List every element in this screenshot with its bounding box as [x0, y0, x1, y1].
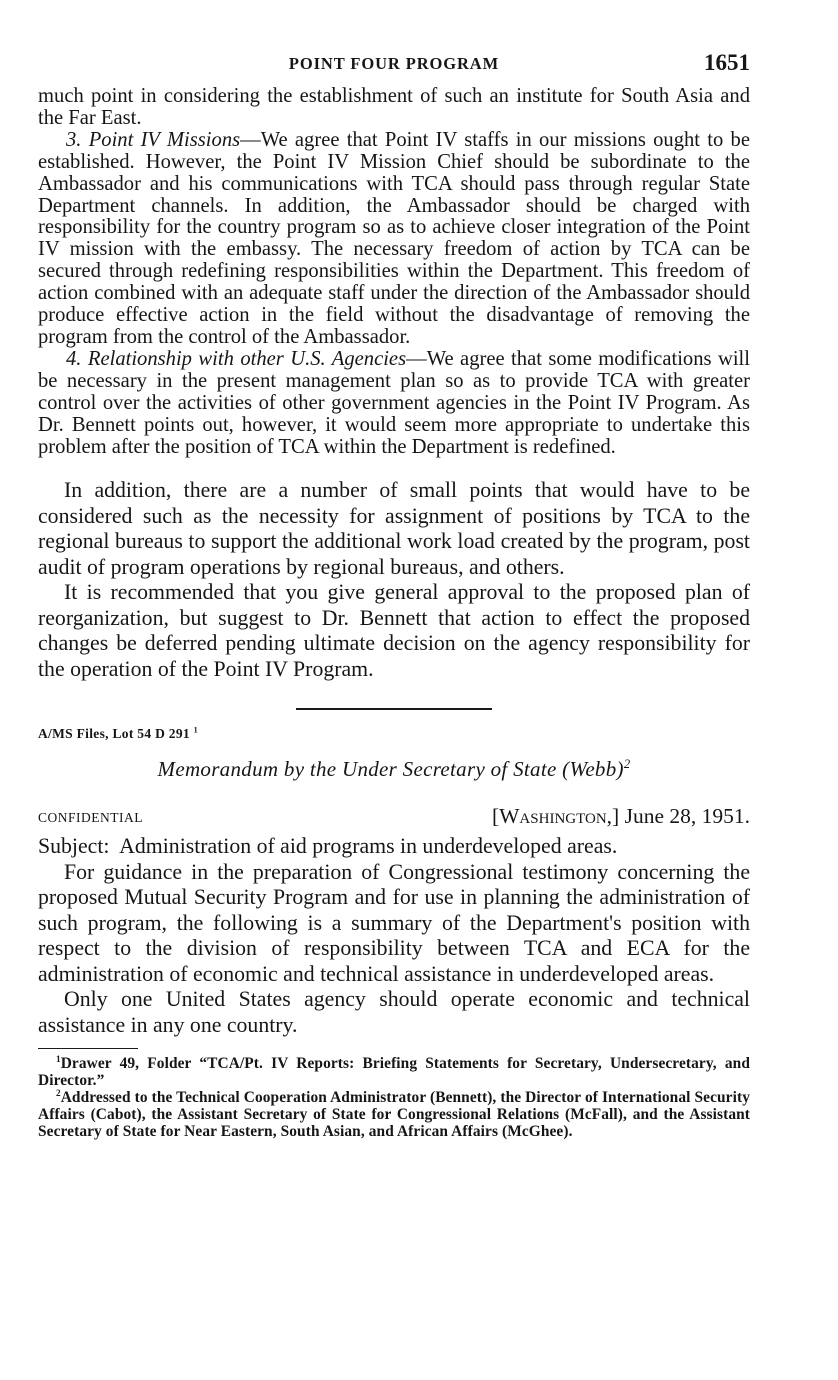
guidance-paragraph: For guidance in the preparation of Congressional testimony concerning the proposed Mutual Security Program and for use in planning the administration of such program, the following is a summary of the Department's position with respect to the division of responsibility between TCA and ECA for the administration of economic and technical assistance in underdeveloped areas.: [38, 859, 750, 986]
file-reference-text: A/MS Files, Lot 54 D 291: [38, 726, 190, 742]
point-iv-missions-paragraph: [38, 130, 750, 349]
memo-continued-section: [38, 86, 750, 458]
footnote-divider: [38, 1048, 138, 1049]
footnote-2-text: Addressed to the Technical Cooperation Administrator (Bennett), the Director of International Security Affairs (Cabot), the Assistant Secretary of State for Congressional Relations (McFall), and the Assistant Secretary of State for Near Eastern, South Asian, and African Affairs (McGhee).: [38, 1089, 750, 1141]
closing-section: [38, 478, 750, 682]
other-agencies-heading: 4. Relationship with other U.S. Agencies: [66, 347, 407, 370]
footnote-1: [38, 1055, 750, 1089]
footnote-2-marker: 2: [56, 1088, 61, 1099]
place-date: [492, 804, 750, 829]
document-title-author: (Webb): [562, 757, 624, 782]
memorandum-body: [38, 860, 750, 1039]
other-agencies-text: —We agree that some modifications will be necessary in the present management plan so as to provide TCA with greater control over the activities of other government agencies in the Point IV Program. As Dr. Bennett points out, however, it would seem more appropriate to undertake this problem after the position of TCA within the Department is redefined.: [38, 347, 750, 458]
file-reference: [38, 726, 750, 742]
document-title: [38, 757, 750, 782]
subject-line: [38, 834, 750, 860]
footnote-1-marker: 1: [56, 1054, 61, 1065]
classification-label: CONFIDENTIAL: [38, 810, 143, 826]
continued-paragraph: much point in considering the establishment of such an institute for South Asia and the Far East.: [38, 85, 750, 129]
document-date: June 28, 1951.: [624, 804, 750, 829]
dateline: [38, 804, 750, 830]
footnote-2: [38, 1089, 750, 1140]
place-name: [Washington,]: [491, 804, 620, 829]
one-agency-paragraph: Only one United States agency should operate economic and technical assistance in any one country.: [38, 987, 750, 1037]
subject-text: Administration of aid programs in underdeveloped areas.: [119, 834, 618, 859]
other-agencies-paragraph: [38, 349, 750, 459]
section-divider: [296, 708, 492, 710]
footnote-1-text: Drawer 49, Folder “TCA/Pt. IV Reports: Briefing Statements for Secretary, Undersecretary, and Director.”: [38, 1055, 750, 1090]
footnote-marker-1: 1: [193, 725, 198, 735]
point-iv-missions-text: —We agree that Point IV staffs in our missions ought to be established. However, the Point IV Mission Chief should be subordinate to the Ambassador and his communications with TCA should pass through regular State Department channels. In addition, the Ambassador should be charged with responsibility for the country program so as to achieve closer integration of the Point IV mission with the embassy. The necessary freedom of action by TCA can be secured through redefining responsibilities within the Department. This freedom of action combined with an adequate staff under the direction of the Ambassador should produce effective action in the field without the disadvantage of removing the program from the control of the Ambassador.: [38, 128, 750, 348]
document-title-text: Memorandum by the Under Secretary of State: [157, 757, 557, 782]
running-header: [38, 52, 750, 86]
small-points-paragraph: In addition, there are a number of small points that would have to be considered such as the necessity for assignment of positions by TCA to the regional bureaus to support the additional work load created by the program, post audit of program operations by regional bureaus, and others.: [38, 478, 750, 579]
footnote-marker-2: 2: [623, 757, 631, 772]
page-number: 1651: [704, 50, 750, 75]
running-title: POINT FOUR PROGRAM: [288, 54, 500, 73]
subject-label: Subject:: [38, 834, 110, 859]
recommendation-paragraph: It is recommended that you give general approval to the proposed plan of reorganization, but suggest to Dr. Bennett that action to effect the proposed changes be deferred pending ultimate decision on the agency responsibility for the operation of the Point IV Program.: [38, 580, 750, 681]
point-iv-missions-heading: 3. Point IV Missions: [66, 128, 241, 151]
document-page: [38, 52, 750, 1140]
footnotes: [38, 1055, 750, 1140]
